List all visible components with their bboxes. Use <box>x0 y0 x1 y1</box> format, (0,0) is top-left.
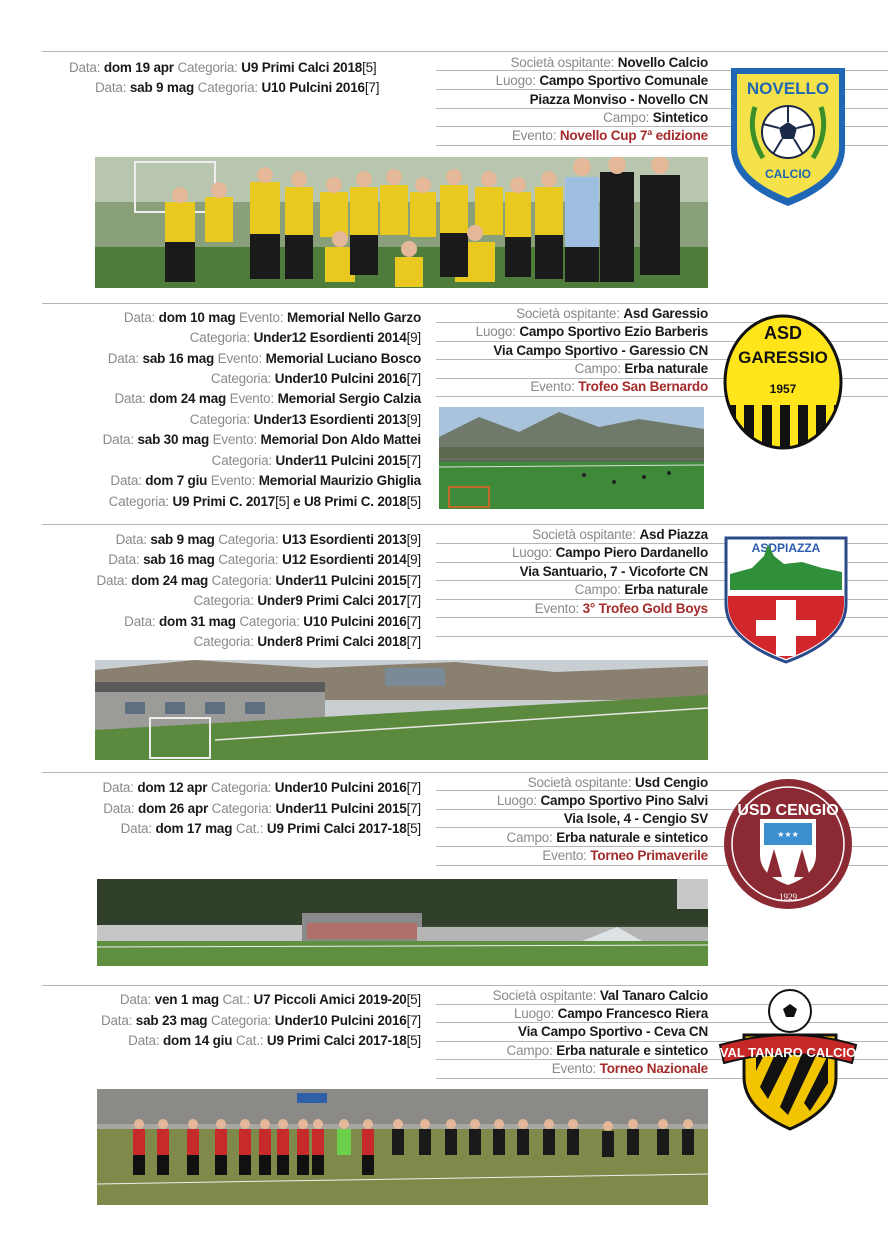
category: U9 Primi Calci 2018 <box>241 60 363 75</box>
usd-cengio-logo <box>722 777 854 911</box>
host-venue: Luogo: Campo Piero Dardanello <box>511 545 708 560</box>
schedule-row: Data: dom 19 apr Categoria: U9 Primi Calci 2018[5] <box>69 60 377 75</box>
host-event: Evento: Torneo Nazionale <box>551 1061 708 1076</box>
schedule-row: Data: dom 31 mag Categoria: U10 Pulcini 2016[7] <box>124 614 421 629</box>
schedule-row: Data: dom 10 mag Evento: Memorial Nello Garzo <box>123 310 421 325</box>
team-photo-svg <box>97 1089 708 1205</box>
host-venue: Luogo: Campo Sportivo Ezio Barberis <box>475 324 708 339</box>
svg-text:ASDPIAZZA: ASDPIAZZA <box>751 541 821 555</box>
host-address: Piazza Monviso - Novello CN <box>529 92 708 107</box>
val-tanaro-calcio-logo <box>716 987 860 1133</box>
schedule-row: Data: sab 30 mag Evento: Memorial Don Aldo Mattei <box>102 432 421 447</box>
schedule-row: Data: sab 16 mag Evento: Memorial Luciano Bosco <box>107 351 421 366</box>
schedule-row: Data: dom 14 giu Cat.: U9 Primi Calci 2017-18[5] <box>128 1033 421 1048</box>
schedule-row: Data: sab 9 mag Categoria: U10 Pulcini 2016[7] <box>95 80 380 95</box>
host-field: Campo: Erba naturale e sintetico <box>506 830 708 845</box>
schedule-row: Data: sab 23 mag Categoria: Under10 Pulcini 2016[7] <box>100 1013 421 1028</box>
team-photo-svg <box>95 157 708 288</box>
schedule-row: Data: dom 17 mag Cat.: U9 Primi Calci 2017-18[5] <box>120 821 421 836</box>
schedule-row: Categoria: Under10 Pulcini 2016[7] <box>210 371 421 386</box>
host-event: Evento: Trofeo San Bernardo <box>530 379 708 394</box>
svg-text:VAL TANARO CALCIO: VAL TANARO CALCIO <box>719 1045 857 1060</box>
category: U10 Pulcini 2016 <box>261 80 365 95</box>
team-photo-novello <box>95 157 708 288</box>
svg-text:1957: 1957 <box>769 382 797 396</box>
host-field: Campo: Sintetico <box>603 110 708 125</box>
host-society: Società ospitante: Asd Garessio <box>516 306 708 321</box>
host-society: Società ospitante: Val Tanaro Calcio <box>492 988 708 1003</box>
svg-text:GARESSIO: GARESSIO <box>738 348 828 367</box>
field-photo-cengio <box>97 879 708 966</box>
host-venue: Luogo: Campo Sportivo Comunale <box>495 73 708 88</box>
schedule-row: Categoria: Under11 Pulcini 2015[7] <box>211 453 421 468</box>
field-photo-svg <box>97 879 708 966</box>
svg-text:★★★: ★★★ <box>777 830 799 839</box>
schedule-row: Categoria: Under9 Primi Calci 2017[7] <box>193 593 421 608</box>
novello-calcio-logo <box>725 62 851 210</box>
host-society: Società ospitante: Usd Cengio <box>527 775 708 790</box>
host-address: Via Isole, 4 - Cengio SV <box>563 811 708 826</box>
field-photo-svg <box>439 407 704 509</box>
schedule-row: Data: sab 16 mag Categoria: U12 Esordienti 2014[9] <box>108 552 421 567</box>
host-event: Evento: Novello Cup 7ª edizione <box>511 128 708 143</box>
schedule-row: Data: dom 26 apr Categoria: Under11 Pulcini 2015[7] <box>103 801 421 816</box>
schedule-row: Categoria: Under13 Esordienti 2013[9] <box>189 412 421 427</box>
host-event: Evento: 3° Trofeo Gold Boys <box>534 601 708 616</box>
host-society: Società ospitante: Asd Piazza <box>532 527 708 542</box>
host-field: Campo: Erba naturale <box>574 361 708 376</box>
field-photo-garessio <box>439 407 704 509</box>
svg-text:CALCIO: CALCIO <box>765 167 811 181</box>
date: dom 19 apr <box>103 60 174 75</box>
team-photo-valtanaro <box>97 1089 708 1205</box>
host-society: Società ospitante: Novello Calcio <box>510 55 708 70</box>
host-venue: Luogo: Campo Francesco Riera <box>513 1006 708 1021</box>
svg-text:USD CENGIO: USD CENGIO <box>737 802 839 819</box>
schedule-row: Data: dom 24 mag Categoria: Under11 Pulcini 2015[7] <box>96 573 421 588</box>
asd-piazza-logo <box>722 534 850 664</box>
schedule-row: Data: dom 7 giu Evento: Memorial Maurizio Ghiglia <box>110 473 421 488</box>
schedule-row: Categoria: Under12 Esordienti 2014[9] <box>189 330 421 345</box>
schedule-row: Data: ven 1 mag Cat.: U7 Piccoli Amici 2019-20[5] <box>119 992 421 1007</box>
schedule-row: Categoria: U9 Primi C. 2017[5] e U8 Primi C. 2018[5] <box>108 494 421 509</box>
host-field: Campo: Erba naturale <box>574 582 708 597</box>
host-address: Via Santuario, 7 - Vicoforte CN <box>519 564 708 579</box>
svg-text:ASD: ASD <box>763 323 803 343</box>
schedule-row: Data: dom 12 apr Categoria: Under10 Pulcini 2016[7] <box>102 780 421 795</box>
host-address: Via Campo Sportivo - Ceva CN <box>518 1024 708 1039</box>
asd-garessio-logo <box>722 313 844 451</box>
field-photo-svg <box>95 660 708 760</box>
host-address: Via Campo Sportivo - Garessio CN <box>493 343 708 358</box>
svg-text:NOVELLO: NOVELLO <box>746 79 830 98</box>
host-event: Evento: Torneo Primaverile <box>542 848 708 863</box>
svg-text:1929: 1929 <box>779 892 797 902</box>
date: sab 9 mag <box>129 80 195 95</box>
schedule-row: Data: dom 24 mag Evento: Memorial Sergio Calzia <box>114 391 421 406</box>
field-photo-piazza <box>95 660 708 760</box>
schedule-row: Data: sab 9 mag Categoria: U13 Esordienti 2013[9] <box>115 532 421 547</box>
schedule-row: Categoria: Under8 Primi Calci 2018[7] <box>193 634 421 649</box>
host-venue: Luogo: Campo Sportivo Pino Salvi <box>496 793 708 808</box>
host-field: Campo: Erba naturale e sintetico <box>506 1043 708 1058</box>
